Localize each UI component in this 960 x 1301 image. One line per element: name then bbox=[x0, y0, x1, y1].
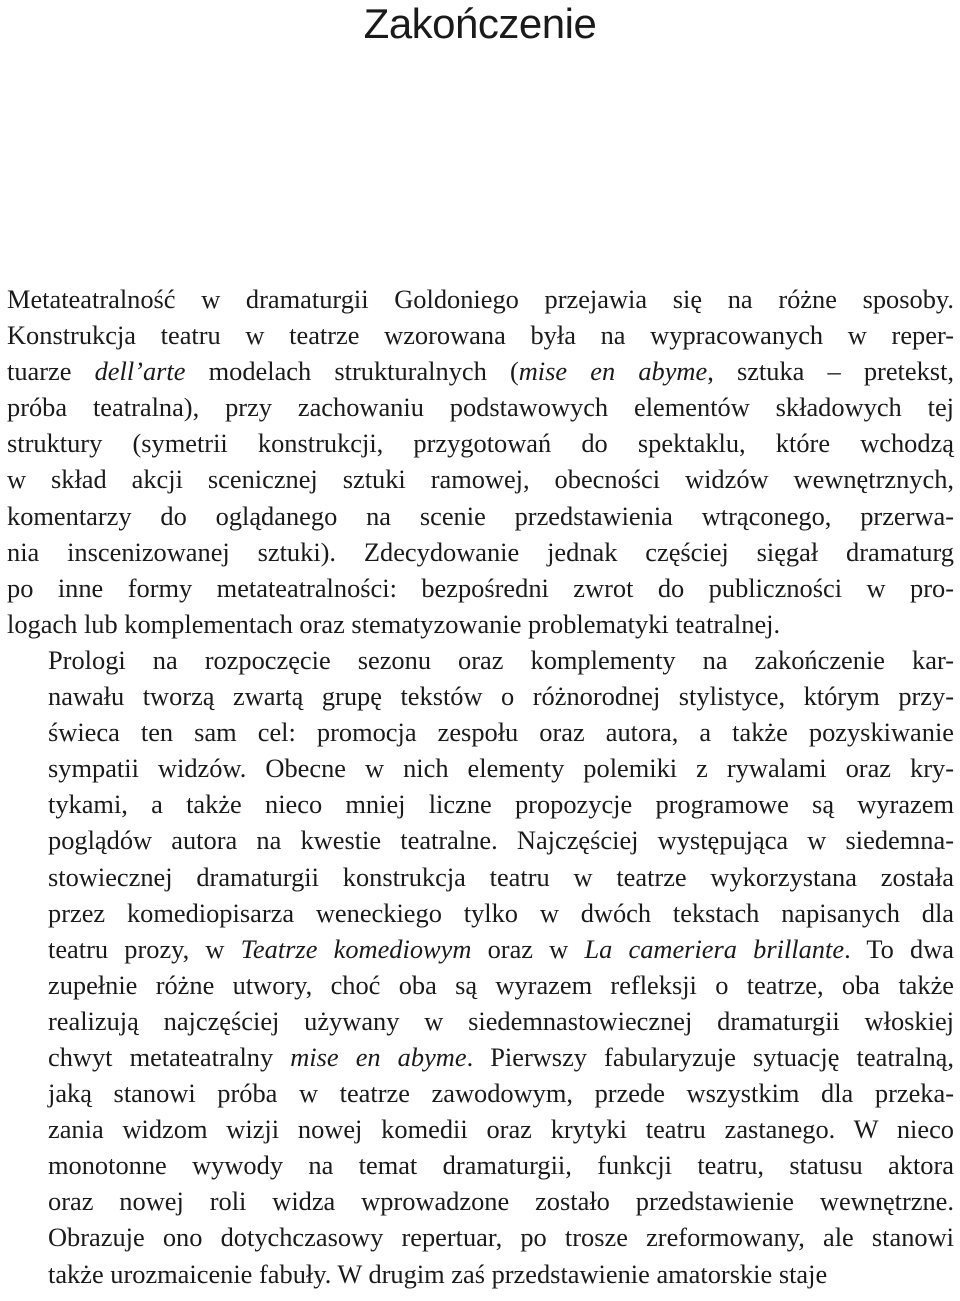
text-line bbox=[7, 822, 954, 858]
text-run: przez komediopisarza weneckiego tylko w dwóch tekstach napisanych dla bbox=[48, 897, 954, 928]
text-run: Metateatralność w dramaturgii Goldoniego przejawia się na różne sposoby. bbox=[7, 284, 954, 314]
text-line bbox=[7, 317, 954, 353]
text-run: tuarze bbox=[7, 356, 95, 387]
text-run: także urozmaicenie fabuły. W drugim zaś przedstawienie amatorskie staje bbox=[48, 1258, 828, 1289]
text-line bbox=[7, 931, 954, 967]
text-run: zania widzom wizji nowej komedii oraz krytyki teatru zastanego. W nieco bbox=[48, 1114, 954, 1145]
text-run: tykami, a także nieco mniej liczne propozycje programowe są wyrazem bbox=[48, 789, 954, 820]
text-line bbox=[7, 786, 954, 822]
text-run: struktury (symetrii konstrukcji, przygotowań do spektaklu, które wchodzą bbox=[7, 428, 954, 459]
text-line bbox=[7, 389, 954, 425]
italic-text: mise en abyme bbox=[518, 356, 708, 387]
text-line bbox=[7, 967, 954, 1003]
text-run: Prologi na rozpoczęcie sezonu oraz komplementy na zakończenie kar- bbox=[48, 644, 954, 675]
text-run: nia inscenizowanej sztuki). Zdecydowanie jednak częściej sięgał dramaturg bbox=[7, 536, 954, 567]
chapter-body bbox=[7, 281, 954, 1292]
text-run: logach lub komplementach oraz stematyzowanie problematyki teatralnej. bbox=[7, 608, 781, 639]
text-run: nawału tworzą zwartą grupę tekstów o różnorodnej stylistyce, którym przy- bbox=[48, 681, 954, 712]
text-line bbox=[7, 606, 954, 642]
italic-text: dell’arte bbox=[94, 356, 186, 387]
text-run: świeca ten sam cel: promocja zespołu oraz autora, a także pozyskiwanie bbox=[48, 717, 954, 748]
text-line bbox=[7, 1039, 954, 1075]
paragraph-1 bbox=[7, 281, 954, 642]
text-line bbox=[7, 1183, 954, 1219]
chapter-title: Zakończenie bbox=[363, 0, 597, 47]
text-line bbox=[7, 1256, 954, 1292]
paragraph-2 bbox=[7, 642, 954, 1292]
text-run: realizują najczęściej używany w siedemnastowiecznej dramaturgii włoskiej bbox=[48, 1005, 954, 1036]
text-run: zupełnie różne utwory, choć oba są wyrazem refleksji o teatrze, oba także bbox=[48, 969, 954, 1000]
text-line bbox=[7, 642, 954, 678]
text-run: . Pierwszy fabularyzuje sytuację teatralną, bbox=[466, 1041, 954, 1072]
text-line bbox=[7, 895, 954, 931]
text-run: Konstrukcja teatru w teatrze wzorowana była na wypracowanych w reper- bbox=[7, 320, 954, 351]
text-line bbox=[7, 1075, 954, 1111]
text-run: oraz w bbox=[471, 933, 585, 964]
text-line bbox=[7, 498, 954, 534]
text-line bbox=[7, 678, 954, 714]
text-line bbox=[7, 353, 954, 389]
italic-text: Teatrze komediowym bbox=[240, 933, 472, 964]
text-run: , sztuka – pretekst, bbox=[707, 356, 954, 387]
text-line bbox=[7, 570, 954, 606]
text-line bbox=[7, 750, 954, 786]
text-run: teatru prozy, w bbox=[48, 933, 241, 964]
text-run: jaką stanowi próba w teatrze zawodowym, przede wszystkim dla przeka- bbox=[48, 1078, 954, 1109]
text-run: poglądów autora na kwestie teatralne. Najczęściej występująca w siedemna- bbox=[48, 825, 954, 856]
text-run: stowiecznej dramaturgii konstrukcja teatru w teatrze wykorzystana została bbox=[48, 861, 954, 892]
text-run: w skład akcji scenicznej sztuki ramowej, obecności widzów wewnętrznych, bbox=[7, 464, 954, 495]
italic-text: mise en abyme bbox=[290, 1041, 467, 1072]
text-run: sympatii widzów. Obecne w nich elementy polemiki z rywalami oraz kry- bbox=[48, 753, 954, 784]
text-run: chwyt metateatralny bbox=[48, 1041, 291, 1072]
text-line bbox=[7, 714, 954, 750]
text-run: modelach strukturalnych ( bbox=[185, 356, 519, 387]
text-run: komentarzy do oglądanego na scenie przedstawienia wtrąconego, przerwa- bbox=[7, 500, 954, 531]
text-run: oraz nowej roli widza wprowadzone zostało przedstawienie wewnętrzne. bbox=[48, 1186, 954, 1217]
text-line bbox=[7, 461, 954, 497]
italic-text: La cameriera brillante bbox=[584, 933, 845, 964]
text-line bbox=[7, 1003, 954, 1039]
text-run: Obrazuje ono dotychczasowy repertuar, po trosze zreformowany, ale stanowi bbox=[48, 1222, 954, 1253]
text-run: . To dwa bbox=[844, 933, 955, 964]
text-line bbox=[7, 425, 954, 461]
text-line bbox=[7, 1147, 954, 1183]
text-line bbox=[7, 281, 954, 317]
text-run: próba teatralna), przy zachowaniu podstawowych elementów składowych tej bbox=[7, 392, 954, 423]
text-line bbox=[7, 1219, 954, 1255]
text-run: monotonne wywody na temat dramaturgii, funkcji teatru, statusu aktora bbox=[48, 1150, 954, 1181]
text-line bbox=[7, 1111, 954, 1147]
text-line bbox=[7, 859, 954, 895]
text-run: po inne formy metateatralności: bezpośredni zwrot do publiczności w pro- bbox=[7, 572, 954, 603]
text-line bbox=[7, 534, 954, 570]
